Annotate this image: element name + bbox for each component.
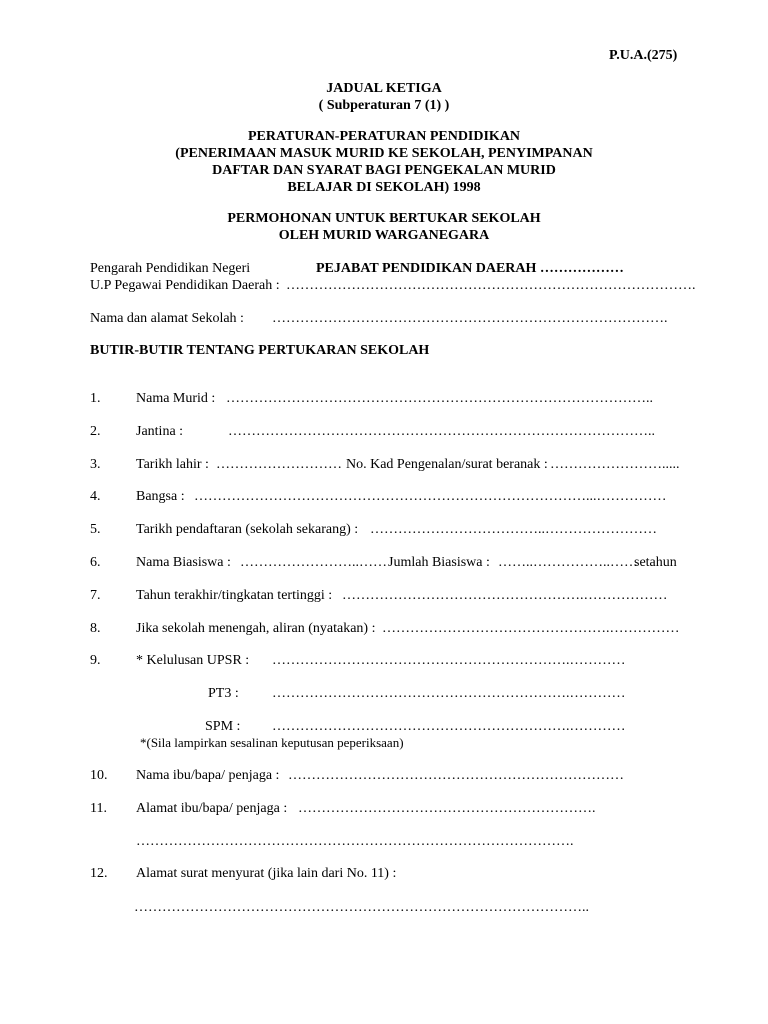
student-name-field[interactable]: ………………………………………………………………………………..: [226, 391, 653, 406]
guardian-address-label: Alamat ibu/bapa/ penjaga :: [136, 801, 288, 816]
guardian-name-field[interactable]: ………………………………………………………………: [288, 768, 624, 783]
form-title-line-2: OLEH MURID WARGANEGARA: [278, 228, 490, 243]
last-year-level-label: Tahun terakhir/tingkatan tertinggi :: [136, 588, 333, 603]
race-field[interactable]: …………………………………………………………………………...……………: [194, 489, 667, 504]
item-number-9: 9.: [90, 653, 101, 668]
item-number-8: 8.: [90, 621, 101, 636]
exam-results-note: *(Sila lampirkan sesalinan keputusan peperiksaan): [140, 735, 404, 750]
up-officer-label: U.P Pegawai Pendidikan Daerah :: [90, 278, 280, 293]
school-label: Nama dan alamat Sekolah :: [90, 311, 244, 326]
district-office-label[interactable]: PEJABAT PENDIDIKAN DAERAH ………………: [316, 261, 624, 276]
director-label: Pengarah Pendidikan Negeri: [90, 261, 251, 276]
school-field[interactable]: ………………………………………………………………………….: [272, 311, 668, 326]
pt3-label: PT3 :: [208, 686, 239, 701]
mailing-address-label: Alamat surat menyurat (jika lain dari No. 11) :: [136, 866, 397, 881]
form-title-line-1: PERMOHONAN UNTUK BERTUKAR SEKOLAH: [227, 211, 541, 226]
ic-number-label: No. Kad Pengenalan/surat beranak :: [346, 457, 548, 472]
item-number-4: 4.: [90, 489, 101, 504]
stream-field[interactable]: ………………………………………….……………: [382, 621, 680, 636]
scholarship-amount-field[interactable]: ……..……………..……: [498, 555, 638, 570]
upsr-field[interactable]: ……………………………………………………….…………: [272, 653, 626, 668]
birth-date-field[interactable]: ………………………: [216, 457, 342, 472]
ic-number-field[interactable]: …………………….....: [550, 457, 680, 472]
gender-field[interactable]: ………………………………………………………………………………..: [228, 424, 655, 439]
item-number-12: 12.: [90, 866, 108, 881]
section-heading: BUTIR-BUTIR TENTANG PERTUKARAN SEKOLAH: [90, 343, 430, 358]
pt3-field[interactable]: ……………………………………………………….…………: [272, 686, 626, 701]
last-year-level-field[interactable]: …………………………………………….………………: [342, 588, 668, 603]
registration-date-field[interactable]: ………………………………..……………………: [370, 522, 657, 537]
subregulation: ( Subperaturan 7 (1) ): [318, 98, 450, 113]
up-officer-field[interactable]: …………………………………………………………………………….: [286, 278, 696, 293]
schedule-title: JADUAL KETIGA: [326, 81, 442, 96]
item-number-1: 1.: [90, 391, 101, 406]
scholarship-amount-label: Jumlah Biasiswa :: [388, 555, 490, 570]
item-number-6: 6.: [90, 555, 101, 570]
mailing-address-field[interactable]: ……………………………………………………………………………………..: [134, 900, 589, 915]
regulation-title-line-3: DAFTAR DAN SYARAT BAGI PENGEKALAN MURID: [212, 163, 556, 178]
item-number-11: 11.: [90, 801, 107, 816]
regulation-title-line-2: (PENERIMAAN MASUK MURID KE SEKOLAH, PENYIMPANAN: [175, 146, 593, 161]
item-number-3: 3.: [90, 457, 101, 472]
guardian-address-field-line-2[interactable]: ………………………………………………………………………………….: [136, 834, 574, 849]
birth-date-label: Tarikh lahir :: [136, 457, 209, 472]
scholarship-name-field[interactable]: ……………………..……: [240, 555, 387, 570]
spm-label: SPM :: [205, 719, 241, 734]
item-number-7: 7.: [90, 588, 101, 603]
per-year-suffix: setahun: [634, 555, 677, 570]
item-number-2: 2.: [90, 424, 101, 439]
scholarship-name-label: Nama Biasiswa :: [136, 555, 231, 570]
regulation-title-line-4: BELAJAR DI SEKOLAH) 1998: [287, 180, 481, 195]
guardian-name-label: Nama ibu/bapa/ penjaga :: [136, 768, 280, 783]
regulation-title-line-1: PERATURAN-PERATURAN PENDIDIKAN: [247, 129, 521, 144]
upsr-label: * Kelulusan UPSR :: [136, 653, 250, 668]
student-name-label: Nama Murid :: [136, 391, 216, 406]
item-number-10: 10.: [90, 768, 108, 783]
guardian-address-field[interactable]: ……………………………………………………….: [298, 801, 596, 816]
item-number-5: 5.: [90, 522, 101, 537]
stream-label: Jika sekolah menengah, aliran (nyatakan) :: [136, 621, 376, 636]
race-label: Bangsa :: [136, 489, 185, 504]
gender-label: Jantina :: [136, 424, 184, 439]
spm-field[interactable]: ……………………………………………………….…………: [272, 719, 626, 734]
form-reference: P.U.A.(275): [609, 48, 678, 63]
registration-date-label: Tarikh pendaftaran (sekolah sekarang) :: [136, 522, 359, 537]
